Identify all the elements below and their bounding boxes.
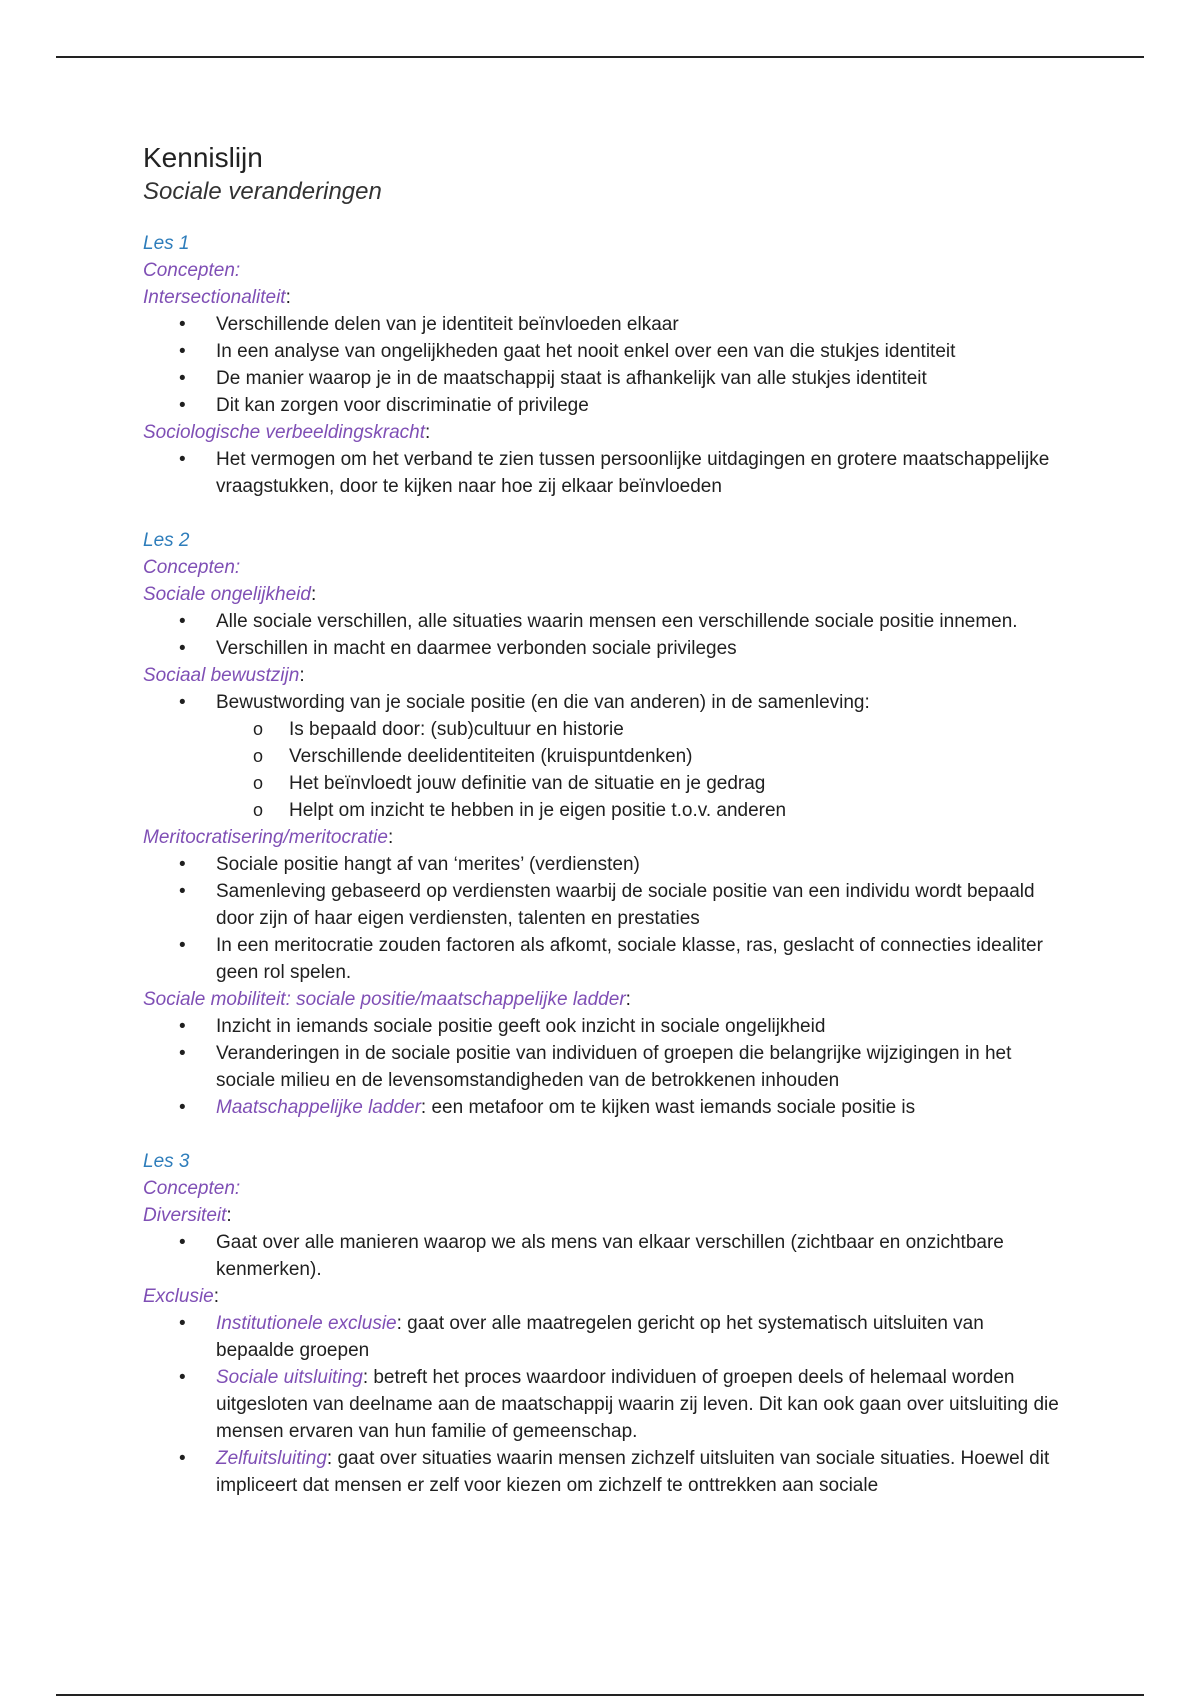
term-meritocratie [143, 824, 1063, 851]
les-2-heading: Les 2 [143, 530, 190, 551]
document-body [143, 140, 1063, 1499]
doc-title: Kennislijn [143, 142, 263, 173]
list-item: • Verschillen in macht en daarmee verbonden sociale privileges [143, 635, 1063, 662]
diversiteit-list [143, 1229, 1063, 1283]
list-item: • Samenleving gebaseerd op verdiensten waarbij de sociale positie van een individu wordt bepaald door zijn of haar eigen verdiensten, talenten en prestaties [143, 878, 1063, 932]
term-colon: : [310, 584, 317, 605]
inline-text: : een metafoor om te kijken wast iemands sociale positie is [420, 1097, 916, 1118]
inline-term: Institutionele exclusie [216, 1313, 397, 1334]
term-sociologische-verbeeldingskracht [143, 419, 1063, 446]
term-label: Diversiteit [143, 1205, 227, 1226]
sub-list-item: o Helpt om inzicht te hebben in je eigen positie t.o.v. anderen [143, 797, 1063, 824]
inline-term: Sociale uitsluiting [216, 1367, 363, 1388]
inline-text: : betreft het proces waardoor individuen of groepen deels of helemaal worden uitgesloten van deelname aan de maatschappij waarin zij leven. Dit kan ook gaan over uitsluiting die mensen ervaren van hun familie of gemeenschap. [216, 1367, 1059, 1442]
term-label: Sociale ongelijkheid [143, 584, 311, 605]
term-colon: : [226, 1205, 232, 1226]
list-item: • De manier waarop je in de maatschappij staat is afhankelijk van alle stukjes identiteit [143, 365, 1063, 392]
list-item: • Veranderingen in de sociale positie van individuen of groepen die belangrijke wijzigingen in het sociale milieu en de levensomstandigheden van de betrokkenen inhouden [143, 1040, 1063, 1094]
ongelijkheid-list [143, 608, 1063, 662]
inline-term: Maatschappelijke ladder [216, 1097, 421, 1118]
socio-list [143, 446, 1063, 500]
mobiliteit-list [143, 1013, 1063, 1121]
sub-list-item: o Is bepaald door: (sub)cultuur en historie [143, 716, 1063, 743]
list-item: • Verschillende delen van je identiteit beïnvloeden elkaar [143, 311, 1063, 338]
term-intersectionaliteit [143, 284, 1063, 311]
term-label: Intersectionaliteit [143, 287, 286, 308]
term-colon: : [213, 1286, 220, 1307]
list-item [143, 1445, 1063, 1499]
inline-text: : gaat over situaties waarin mensen zichzelf uitsluiten van sociale situaties. Hoewel dit impliceert dat mensen er zelf voor kiezen om zichzelf te onttrekken aan sociale [216, 1448, 1050, 1496]
list-item [143, 1094, 1063, 1121]
bottom-rule [56, 1694, 1144, 1696]
term-colon: : [387, 827, 394, 848]
list-item: • Inzicht in iemands sociale positie geeft ook inzicht in sociale ongelijkheid [143, 1013, 1063, 1040]
term-colon: : [299, 665, 305, 686]
inline-text: : gaat over alle maatregelen gericht op het systematisch uitsluiten van bepaalde groepen [216, 1313, 984, 1361]
list-item: • Bewustwording van je sociale positie (en die van anderen) in de samenleving: [143, 689, 1063, 716]
bewustzijn-list [143, 689, 1063, 824]
list-item [143, 1364, 1063, 1445]
list-item: • Gaat over alle manieren waarop we als mens van elkaar verschillen (zichtbaar en onzichtbare kenmerken). [143, 1229, 1063, 1283]
doc-subtitle: Sociale veranderingen [143, 178, 382, 205]
term-sociale-ongelijkheid [143, 581, 1063, 608]
term-sociaal-bewustzijn [143, 662, 1063, 689]
term-diversiteit [143, 1202, 1063, 1229]
term-label: Sociale mobiliteit: sociale positie/maatschappelijke ladder [143, 989, 626, 1010]
list-item: • In een meritocratie zouden factoren als afkomt, sociale klasse, ras, geslacht of connecties idealiter geen rol spelen. [143, 932, 1063, 986]
list-item: • Dit kan zorgen voor discriminatie of privilege [143, 392, 1063, 419]
les-2-concepts: Concepten: [143, 557, 241, 578]
list-item: • Alle sociale verschillen, alle situaties waarin mensen een verschillende sociale positie innemen. [143, 608, 1063, 635]
list-item [143, 1310, 1063, 1364]
inline-term: Zelfuitsluiting [216, 1448, 327, 1469]
term-label: Sociaal bewustzijn [143, 665, 300, 686]
list-item: • Het vermogen om het verband te zien tussen persoonlijke uitdagingen en grotere maatschappelijke vraagstukken, door te kijken naar hoe zij elkaar beïnvloeden [143, 446, 1063, 500]
term-colon: : [425, 422, 431, 443]
term-label: Exclusie [143, 1286, 214, 1307]
top-rule [56, 56, 1144, 58]
term-sociale-mobiliteit [143, 986, 1063, 1013]
les-1-concepts: Concepten: [143, 260, 241, 281]
merito-list [143, 851, 1063, 986]
term-exclusie [143, 1283, 1063, 1310]
term-colon: : [285, 287, 291, 308]
les-3-concepts: Concepten: [143, 1178, 241, 1199]
sub-list-item: o Het beïnvloedt jouw definitie van de situatie en je gedrag [143, 770, 1063, 797]
intersect-list [143, 311, 1063, 419]
list-item: • Sociale positie hangt af van ‘merites’ (verdiensten) [143, 851, 1063, 878]
term-colon: : [625, 989, 631, 1010]
list-item: • In een analyse van ongelijkheden gaat het nooit enkel over een van die stukjes identiteit [143, 338, 1063, 365]
sub-list-item: o Verschillende deelidentiteiten (kruispuntdenken) [143, 743, 1063, 770]
les-3-heading: Les 3 [143, 1151, 190, 1172]
term-label: Meritocratisering/meritocratie [143, 827, 388, 848]
term-label: Sociologische verbeeldingskracht [143, 422, 425, 443]
exclusie-list [143, 1310, 1063, 1499]
les-1-heading: Les 1 [143, 233, 190, 254]
